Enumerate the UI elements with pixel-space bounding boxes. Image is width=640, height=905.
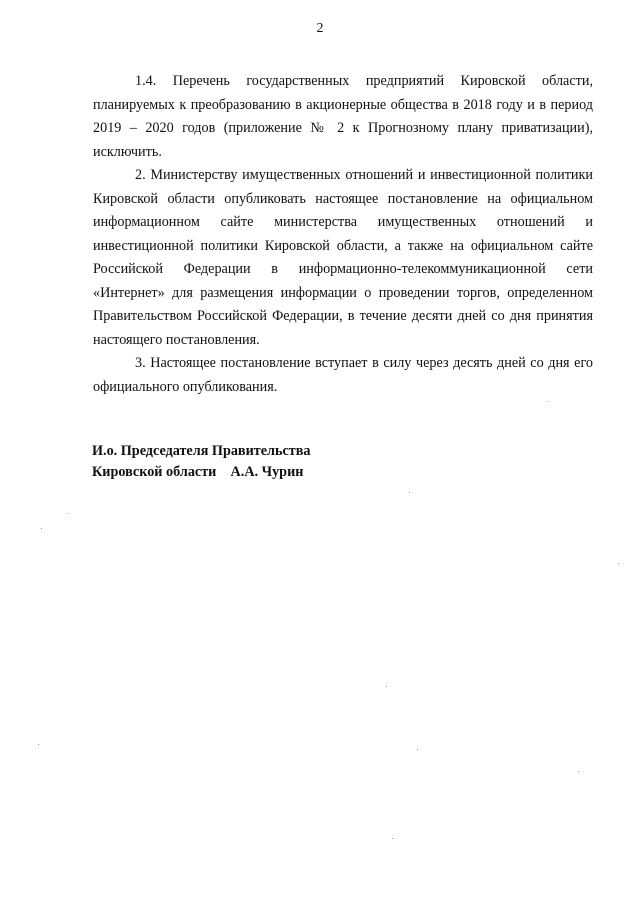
- paragraph-3: 3. Настоящее постановление вступает в силу через десять дней со дня его официального опубликования.: [93, 355, 593, 395]
- paragraph-1-4: 1.4. Перечень государственных предприятий Кировской области, планируемых к преобразованию в акционерные общества в 2018 году и в период 2019 – 2020 годов (приложение № 2 к Прогнозному плану приватизации), исключить.: [93, 73, 593, 160]
- scan-speck: [548, 401, 549, 402]
- scan-speck: [392, 838, 393, 839]
- page-number: 2: [316, 21, 324, 36]
- scan-speck: [578, 771, 579, 772]
- document-body: [93, 70, 593, 399]
- scan-speck: [409, 492, 410, 493]
- scan-speck: [41, 528, 42, 529]
- scan-speck: [68, 513, 69, 514]
- scan-speck: [618, 563, 619, 564]
- signature-region-name: Кировской области А.А. Чурин: [92, 464, 304, 480]
- signature-position: И.о. Председателя Правительства: [92, 443, 311, 459]
- scan-speck: [417, 749, 418, 750]
- signature-block: [92, 441, 412, 483]
- paragraph-2: 2. Министерству имущественных отношений и инвестиционной политики Кировской области опубликовать настоящее постановление на официальном информационном сайте министерства имущественных отношений и инвестиционной политики Кировской области, а также на официальном сайте Российской Федерации в информационно-телекоммуникационной сети «Интернет» для размещения информации о проведении торгов, определенном Правительством Российской Федерации, в течение десяти дней со дня принятия настоящего постановления.: [93, 167, 593, 348]
- scan-speck: [386, 686, 387, 687]
- scan-speck: [38, 744, 39, 745]
